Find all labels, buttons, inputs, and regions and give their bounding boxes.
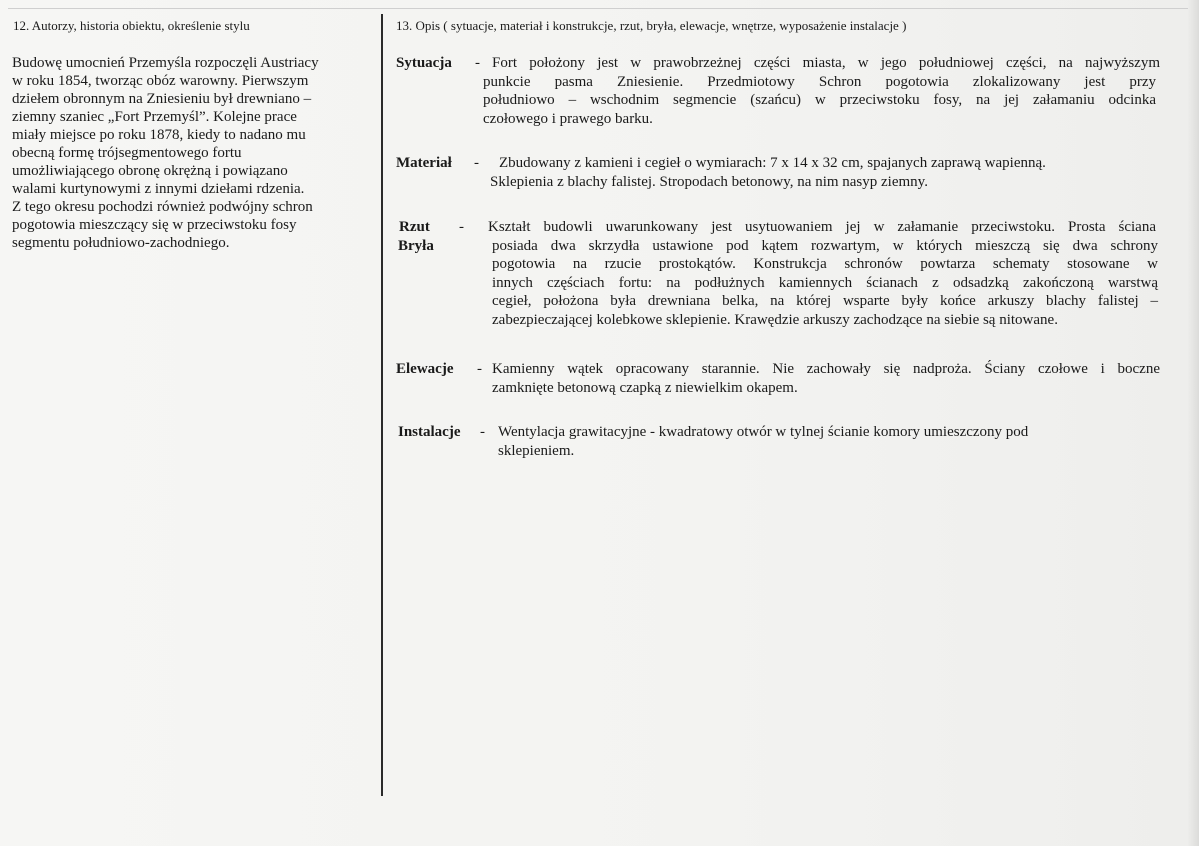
- scan-edge-shadow: [1187, 0, 1199, 846]
- section-body-instalacje: [498, 423, 1138, 460]
- body-line: punkcie pasma Zniesienie. Przedmiotowy Schron pogotowia zlokalizowany jest przy: [483, 73, 1156, 90]
- section-body-elewacje: [492, 360, 1160, 397]
- body-line: posiada dwa skrzydła ustawione pod kątem rozwartym, w których mieszczą się dwa schrony: [492, 237, 1158, 254]
- body-line: Fort położony jest w prawobrzeżnej części miasta, w jego południowej części, na najwyższym: [492, 55, 1160, 71]
- section-dash: -: [475, 55, 480, 71]
- body-line: Kształt budowli uwarunkowany jest usytuowaniem jej w załamanie przeciwstoku. Prosta ściana: [488, 219, 1156, 235]
- section-label-elewacje: Elewacje: [396, 361, 454, 377]
- history-line: segmentu południowo-zachodniego.: [12, 235, 230, 251]
- body-line: czołowego i prawego barku.: [483, 110, 653, 127]
- section-label-bryla: Bryła: [398, 238, 434, 254]
- history-line: dziełem obronnym na Zniesieniu był drewniano –: [12, 91, 312, 107]
- body-line: Wentylacja grawitacyjne - kwadratowy otwór w tylnej ścianie komory umieszczony pod: [498, 424, 1029, 440]
- section-dash: -: [459, 219, 464, 235]
- history-line: ziemny szaniec „Fort Przemyśl”. Kolejne prace: [12, 109, 297, 125]
- history-line: Budowę umocnień Przemyśla rozpoczęli Austriacy: [12, 55, 319, 71]
- history-column-header: 12. Autorzy, historia obiektu, określenie stylu: [13, 18, 250, 33]
- top-border-line: [8, 8, 1188, 9]
- body-line: Kamienny wątek opracowany starannie. Nie zachowały się nadproża. Ściany czołowe i boczne: [492, 361, 1160, 377]
- history-line: w roku 1854, tworząc obóz warowny. Pierwszym: [12, 73, 309, 89]
- column-divider: [381, 14, 383, 796]
- section-label-instalacje: Instalacje: [398, 424, 461, 440]
- body-line: sklepieniem.: [498, 442, 575, 459]
- section-label-material: Materiał: [396, 155, 452, 171]
- body-line: zamknięte betonową czapką z niewielkim okapem.: [492, 379, 798, 396]
- history-line: obecną formę trójsegmentowego fortu: [12, 145, 242, 161]
- section-body-material: [490, 154, 1159, 191]
- body-line: cegieł, położona była drewniana belka, na której wsparte były końce arkuszy blachy falistej –: [492, 293, 1158, 309]
- history-line: Z tego okresu pochodzi również podwójny schron: [12, 199, 313, 215]
- section-dash: -: [477, 361, 482, 377]
- body-line: pogotowia na rzucie prostokątów. Konstrukcja schronów powtarza schematy stosowane w: [492, 256, 1158, 272]
- section-label-rzut: Rzut: [399, 219, 430, 235]
- section-label-sytuacja: Sytuacja: [396, 55, 452, 71]
- body-line: południowo – wschodnim segmencie (szańcu) w przeciwstoku fosy, na jej załamaniu odcinka: [483, 92, 1156, 108]
- body-line: Sklepienia z blachy falistej. Stropodach betonowy, na nim nasyp ziemny.: [490, 173, 928, 190]
- body-line: innych częściach fortu: na podłużnych kamiennych ścianach z odsadzką zakończoną warstwą: [492, 274, 1158, 291]
- section-body-sytuacja: [483, 54, 1160, 128]
- description-column-header: 13. Opis ( sytuacje, materiał i konstrukcje, rzut, bryła, elewacje, wnętrze, wyposażenie instalacje ): [396, 18, 907, 33]
- section-dash: -: [480, 424, 485, 440]
- history-line: miały miejsce po roku 1878, kiedy to nadano mu: [12, 127, 306, 143]
- history-line: pogotowia mieszczący się w przeciwstoku fosy: [12, 217, 297, 233]
- body-line: zabezpieczającej kolebkowe sklepienie. Krawędzie arkuszy zachodzące na siebie są nitowane.: [492, 311, 1058, 328]
- history-line: walami kurtynowymi z innymi dziełami rdzenia.: [12, 181, 305, 197]
- section-body-rzut: [488, 218, 1156, 329]
- section-dash: -: [474, 155, 479, 171]
- history-line: umożliwiającego obronę okrężną i powiązano: [12, 163, 288, 179]
- body-line: Zbudowany z kamieni i cegieł o wymiarach: 7 x 14 x 32 cm, spajanych zaprawą wapienną.: [499, 155, 1046, 171]
- history-text: [12, 54, 377, 252]
